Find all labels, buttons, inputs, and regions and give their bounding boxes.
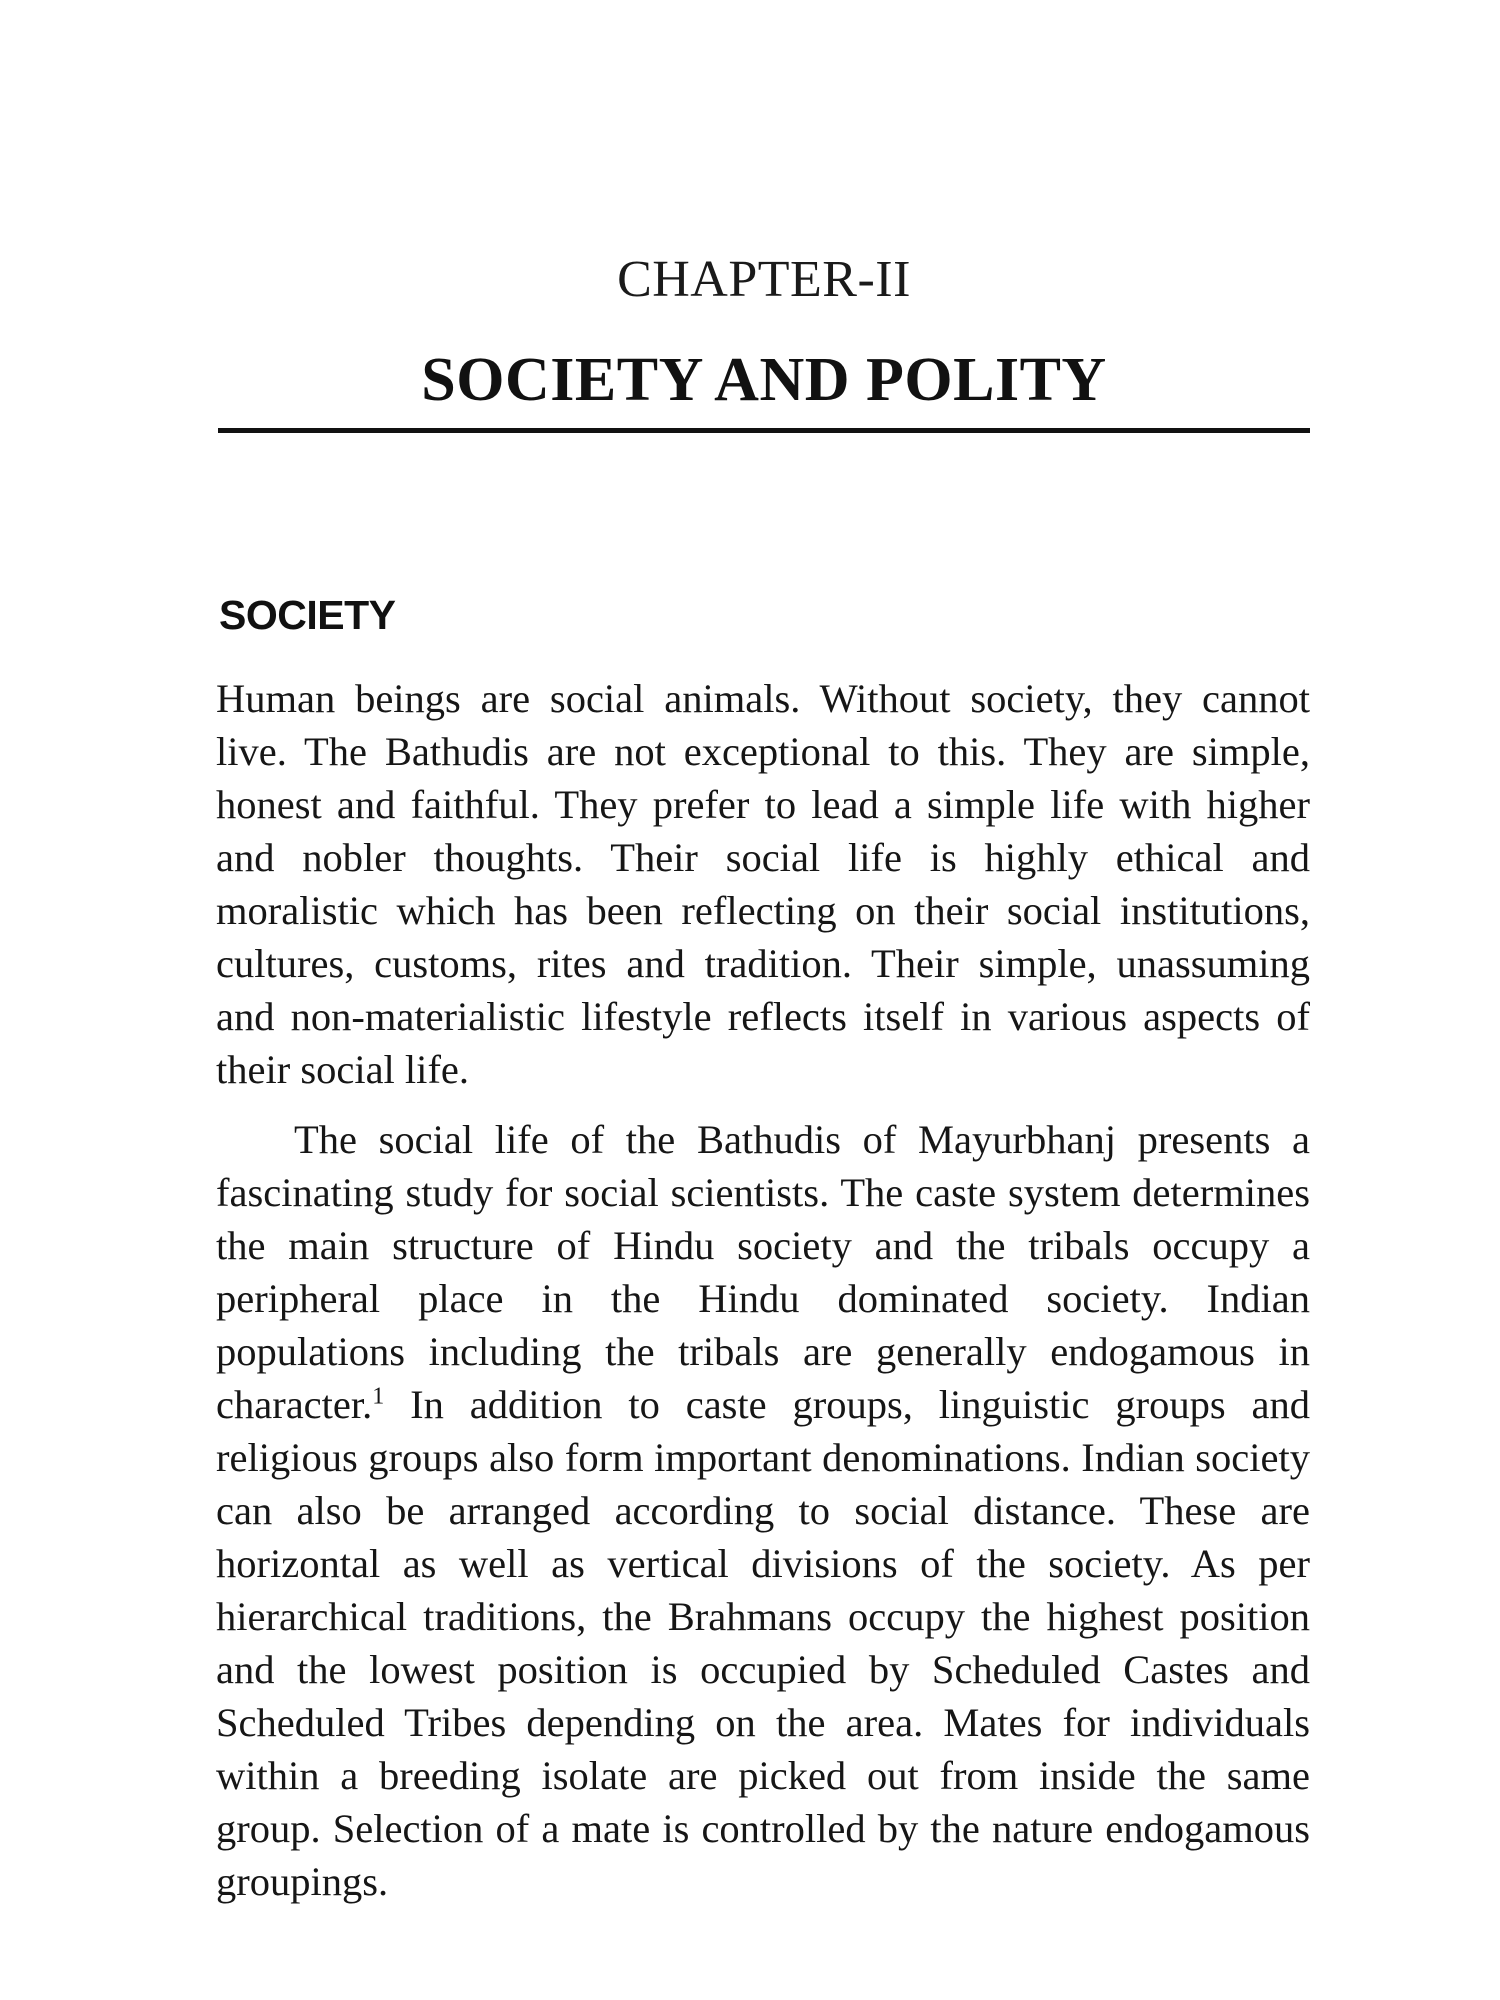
chapter-title: SOCIETY AND POLITY (421, 346, 1107, 414)
paragraph-2-text-part-2: In addition to caste groups, linguistic groups and religious groups also form important denominations. Indian society can also be arranged according to social distance. These are horizontal as well as vertical divisions of the society. As per hierarchical traditions, the Brahmans occupy the highest position and the lowest position is occupied by Scheduled Castes and Scheduled Tribes depending on the area. Mates for individuals within a breeding isolate are picked out from inside the same group. Selection of a mate is controlled by the nature endogamous groupings. (216, 1382, 1310, 1904)
footnote-marker: 1 (372, 1383, 385, 1410)
paragraph-2-text-part-1: The social life of the Bathudis of Mayurbhanj presents a fascinating study for social scientists. The caste system determines the main structure of Hindu society and the tribals occupy a peripheral place in the Hindu dominated society. Indian populations including the tribals are generally endogamous in character. (216, 1117, 1310, 1427)
paragraph-1: Human beings are social animals. Without society, they cannot live. The Bathudis are not exceptional to this. They are simple, honest and faithful. They prefer to lead a simple life with higher and nobler thoughts. Their social life is highly ethical and moralistic which has been reflecting on their social institutions, cultures, customs, rites and tradition. Their simple, unassuming and non-materialistic lifestyle reflects itself in various aspects of their social life. (216, 676, 1310, 1092)
body-text (216, 672, 1310, 1908)
section-heading: SOCIETY (219, 592, 396, 638)
title-underline-rule (218, 428, 1310, 433)
paragraph-2 (216, 1113, 1310, 1908)
chapter-label: CHAPTER-II (617, 251, 911, 308)
